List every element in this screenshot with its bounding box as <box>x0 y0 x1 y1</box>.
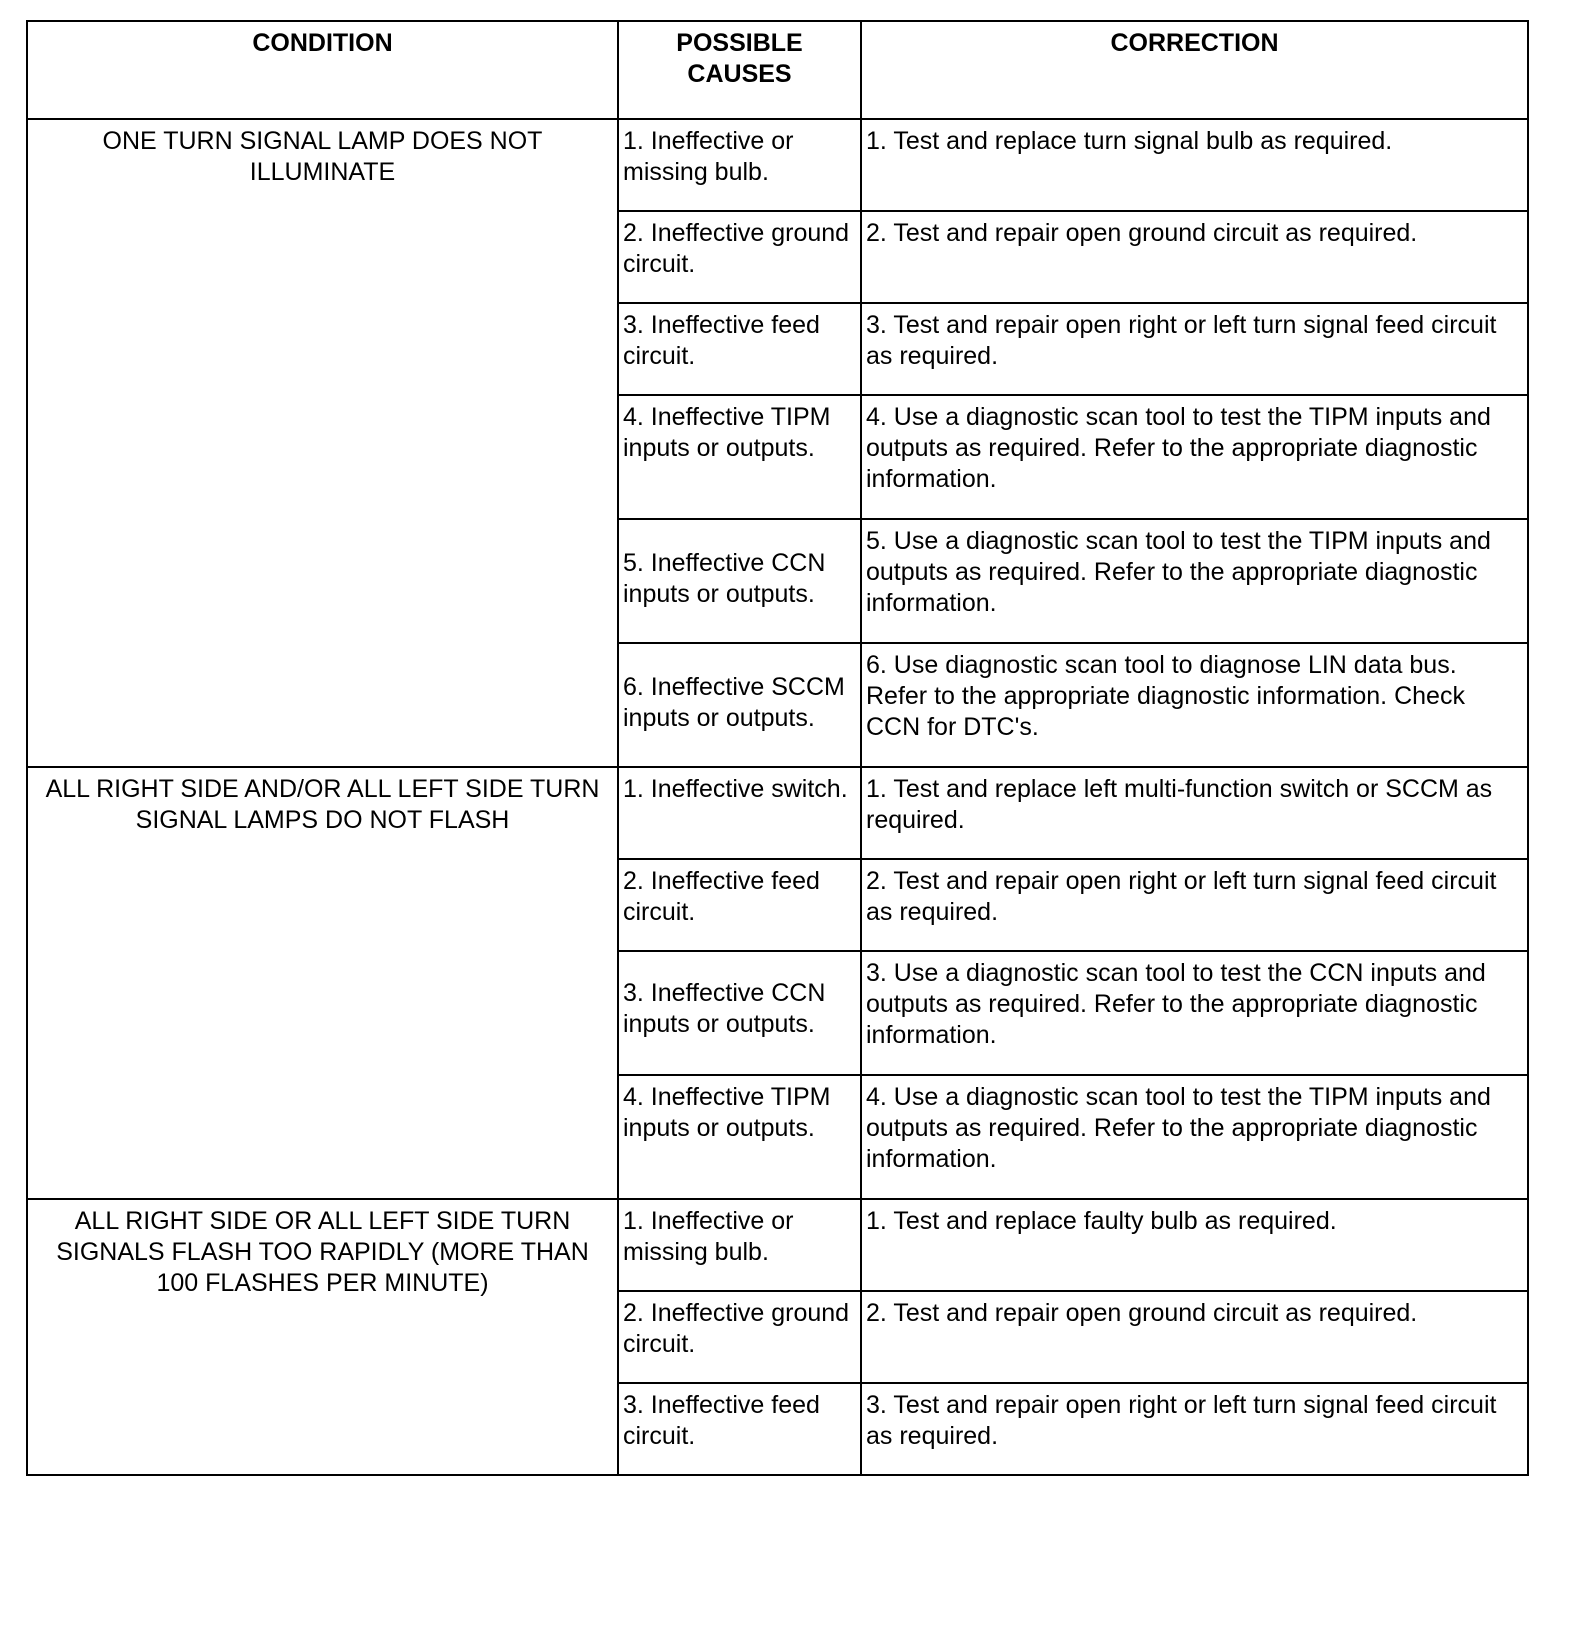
correction-cell: 4. Use a diagnostic scan tool to test the TIPM inputs and outputs as required. Refer to the appropriate diagnostic information. <box>861 1075 1528 1199</box>
correction-cell: 3. Test and repair open right or left turn signal feed circuit as required. <box>861 303 1528 395</box>
header-row <box>27 21 1528 119</box>
cause-cell: 1. Ineffective or missing bulb. <box>618 119 861 211</box>
condition-cell: ALL RIGHT SIDE OR ALL LEFT SIDE TURN SIGNALS FLASH TOO RAPIDLY (MORE THAN 100 FLASHES PER MINUTE) <box>27 1199 618 1475</box>
correction-cell: 4. Use a diagnostic scan tool to test the TIPM inputs and outputs as required. Refer to the appropriate diagnostic information. <box>861 395 1528 519</box>
correction-cell: 6. Use diagnostic scan tool to diagnose LIN data bus. Refer to the appropriate diagnostic information. Check CCN for DTC's. <box>861 643 1528 767</box>
table-row <box>27 1199 1528 1291</box>
cause-cell: 3. Ineffective CCN inputs or outputs. <box>618 951 861 1075</box>
header-possible-causes: POSSIBLE CAUSES <box>618 21 861 119</box>
header-condition: CONDITION <box>27 21 618 119</box>
condition-cell: ONE TURN SIGNAL LAMP DOES NOT ILLUMINATE <box>27 119 618 767</box>
cause-cell: 3. Ineffective feed circuit. <box>618 1383 861 1475</box>
cause-cell: 3. Ineffective feed circuit. <box>618 303 861 395</box>
correction-cell: 1. Test and replace turn signal bulb as required. <box>861 119 1528 211</box>
cause-cell: 1. Ineffective or missing bulb. <box>618 1199 861 1291</box>
cause-cell: 4. Ineffective TIPM inputs or outputs. <box>618 1075 861 1199</box>
table-row <box>27 119 1528 211</box>
table-row <box>27 767 1528 859</box>
cause-cell: 4. Ineffective TIPM inputs or outputs. <box>618 395 861 519</box>
correction-cell: 1. Test and replace left multi-function switch or SCCM as required. <box>861 767 1528 859</box>
correction-cell: 3. Use a diagnostic scan tool to test the CCN inputs and outputs as required. Refer to the appropriate diagnostic information. <box>861 951 1528 1075</box>
correction-cell: 5. Use a diagnostic scan tool to test the TIPM inputs and outputs as required. Refer to the appropriate diagnostic information. <box>861 519 1528 643</box>
cause-cell: 2. Ineffective ground circuit. <box>618 1291 861 1383</box>
cause-cell: 2. Ineffective ground circuit. <box>618 211 861 303</box>
header-correction: CORRECTION <box>861 21 1528 119</box>
cause-cell: 6. Ineffective SCCM inputs or outputs. <box>618 643 861 767</box>
correction-cell: 2. Test and repair open ground circuit as required. <box>861 1291 1528 1383</box>
correction-cell: 2. Test and repair open right or left turn signal feed circuit as required. <box>861 859 1528 951</box>
correction-cell: 2. Test and repair open ground circuit as required. <box>861 211 1528 303</box>
cause-cell: 1. Ineffective switch. <box>618 767 861 859</box>
cause-cell: 2. Ineffective feed circuit. <box>618 859 861 951</box>
condition-cell: ALL RIGHT SIDE AND/OR ALL LEFT SIDE TURN SIGNAL LAMPS DO NOT FLASH <box>27 767 618 1199</box>
correction-cell: 3. Test and repair open right or left turn signal feed circuit as required. <box>861 1383 1528 1475</box>
diagnosis-table <box>26 20 1529 1476</box>
cause-cell: 5. Ineffective CCN inputs or outputs. <box>618 519 861 643</box>
correction-cell: 1. Test and replace faulty bulb as required. <box>861 1199 1528 1291</box>
